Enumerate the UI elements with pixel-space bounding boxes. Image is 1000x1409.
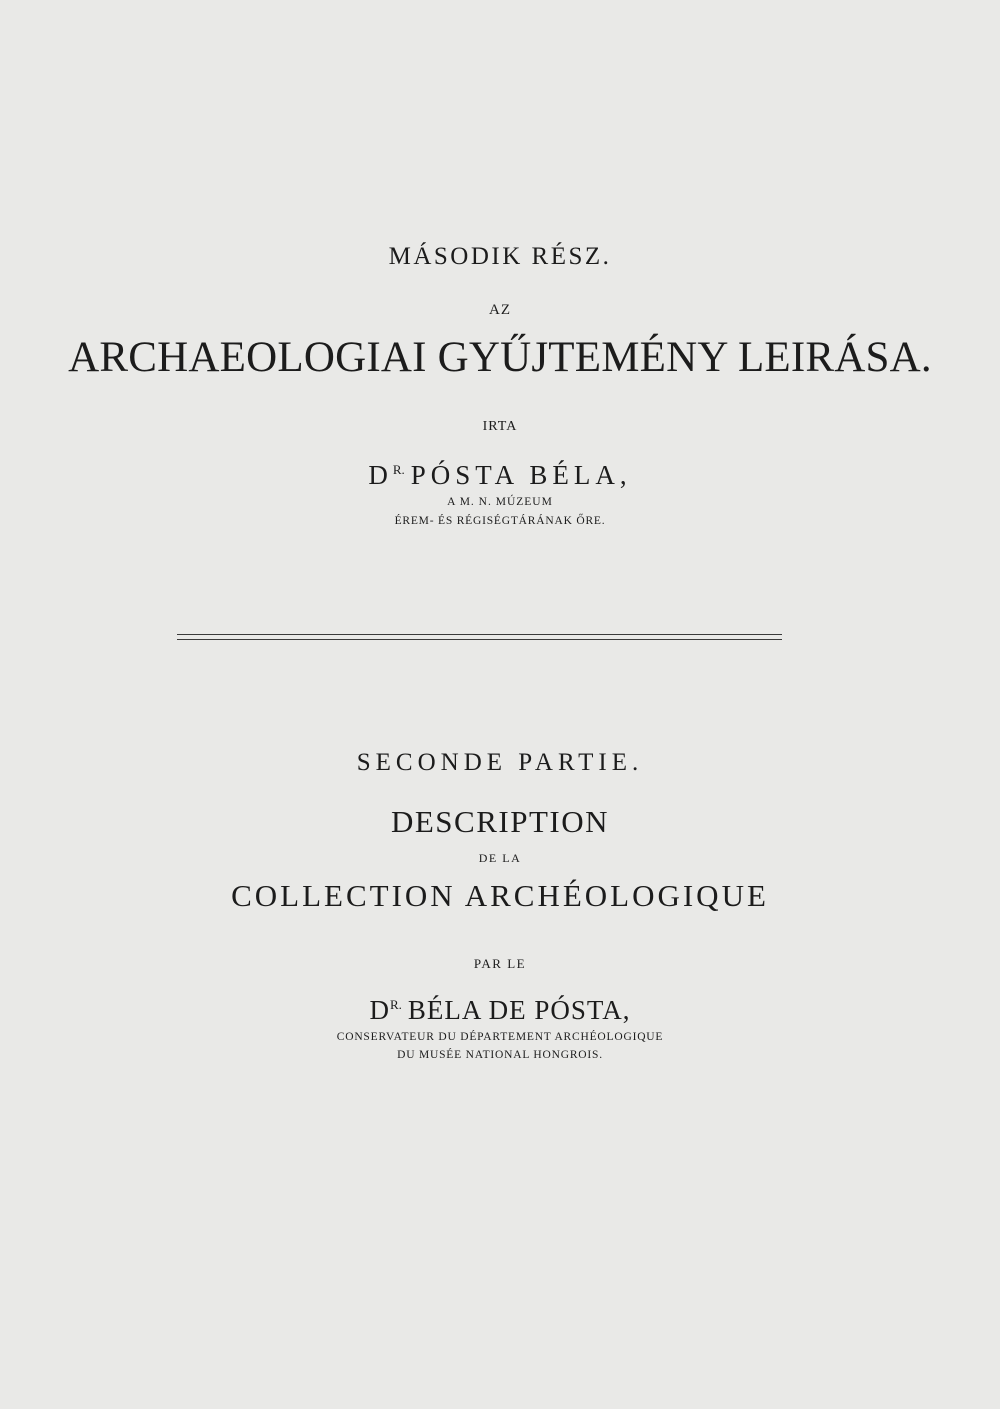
hungarian-part-heading: MÁSODIK RÉSZ. <box>388 243 612 270</box>
french-author-prefix: D <box>369 995 390 1025</box>
hungarian-author <box>0 462 1000 489</box>
french-author-name: BÉLA DE PÓSTA, <box>407 995 631 1025</box>
hungarian-by-line: IRTA <box>482 419 518 434</box>
hungarian-author-prefix: D <box>368 460 393 490</box>
hungarian-title: ARCHAEOLOGIAI GYŰJTEMÉNY LEIRÁSA. <box>68 334 932 381</box>
french-by-line: PAR LE <box>473 956 527 971</box>
french-part-heading: SECONDE PARTIE. <box>356 749 644 776</box>
french-article: DE LA <box>478 851 522 865</box>
divider-rule-bottom <box>177 639 782 640</box>
divider-rule-top <box>177 634 782 635</box>
hungarian-article: AZ <box>489 302 511 318</box>
hungarian-author-sup: R. <box>392 462 405 477</box>
french-affiliation-line-2: DU MUSÉE NATIONAL HONGROIS. <box>397 1049 603 1061</box>
french-heading: DESCRIPTION <box>390 804 609 839</box>
hungarian-affiliation-line-2: ÉREM- ÉS RÉGISÉGTÁRÁNAK ŐRE. <box>394 515 606 527</box>
hungarian-author-name: PÓSTA BÉLA, <box>410 460 632 490</box>
french-author <box>0 997 1000 1024</box>
french-author-sup: R. <box>389 997 402 1012</box>
french-title: COLLECTION ARCHÉOLOGIQUE <box>231 878 769 913</box>
hungarian-affiliation-line-1: A M. N. MÚZEUM <box>447 496 553 508</box>
french-affiliation-line-1: CONSERVATEUR DU DÉPARTEMENT ARCHÉOLOGIQUE <box>336 1031 664 1043</box>
